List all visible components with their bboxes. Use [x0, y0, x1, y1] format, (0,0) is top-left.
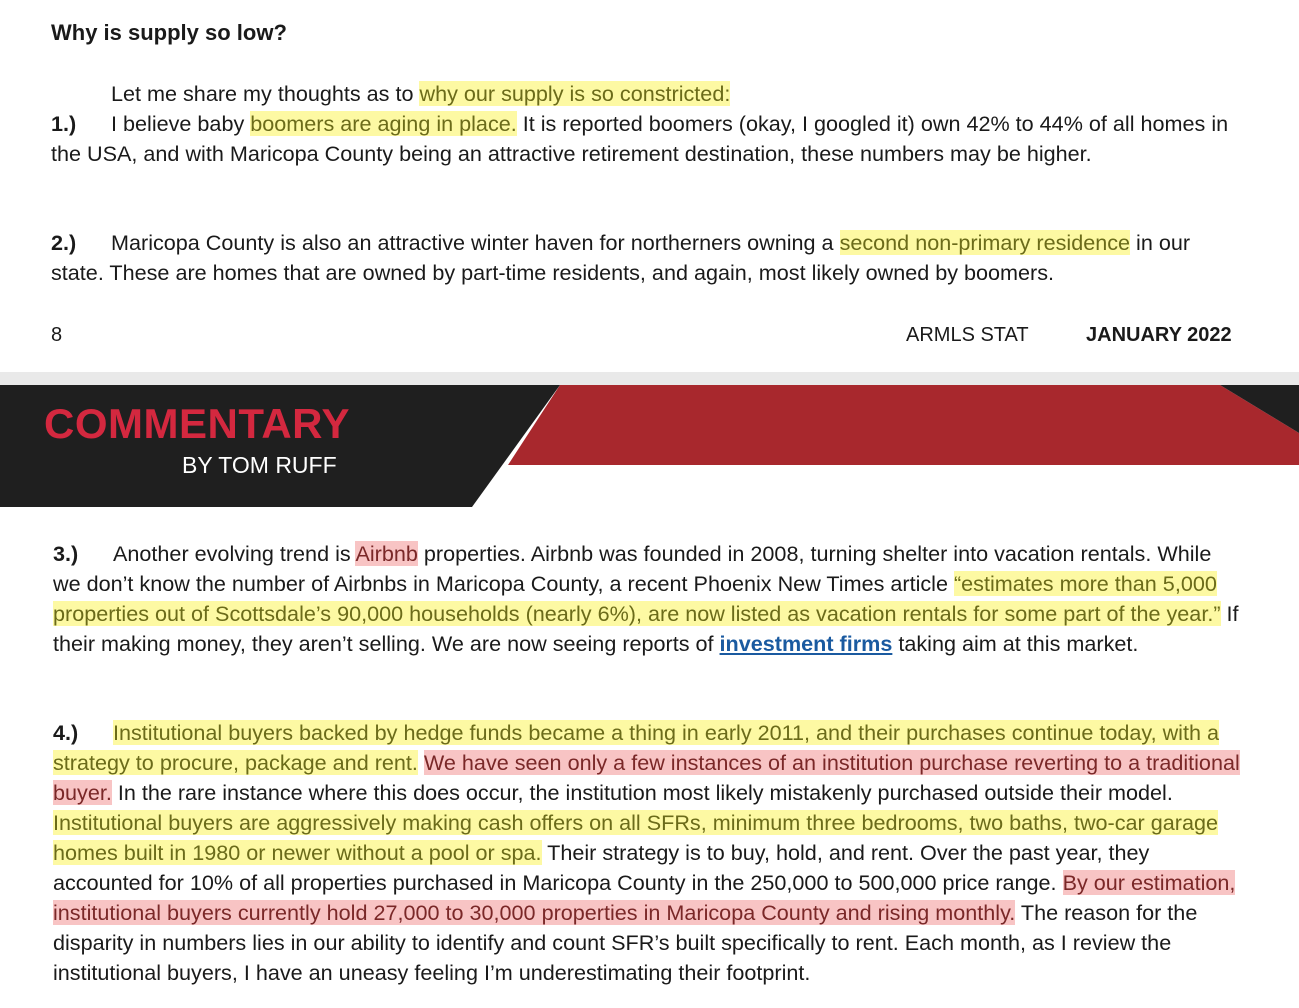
item-text: The reason for the disparity in numbers lies in our ability to identify and count SFR’s built specifically to rent. Each month, as I review the institutional buyers, I have an uneasy feeling I’m underestimating their footprint. — [53, 900, 1198, 985]
item-text: If their making money, they aren’t selling. We are now seeing reports of — [53, 601, 1239, 656]
item-number: 2.) — [51, 230, 77, 255]
item-text: I believe baby — [111, 111, 251, 136]
item-text: It is reported boomers (okay, I googled it) own 42% to 44% of all homes in the USA, and with Maricopa County being an attractive retirement destination, these numbers may be higher. — [51, 111, 1229, 166]
item-number: 1.) — [51, 111, 77, 136]
highlight-red: By our estimation, institutional buyers currently hold 27,000 to 30,000 properties in Maricopa County and rising monthly. — [53, 870, 1236, 925]
previous-page — [0, 0, 1299, 372]
highlight-yellow: second non-primary residence — [839, 230, 1131, 255]
intro-text: Let me share my thoughts as to — [111, 81, 420, 106]
highlight-yellow: boomers are aging in place. — [250, 111, 517, 136]
banner-red-band — [508, 385, 1299, 465]
highlight-yellow: why our supply is so constricted: — [419, 81, 731, 106]
item-text: Another evolving trend is — [113, 541, 356, 566]
highlight-yellow: Institutional buyers backed by hedge funds became a thing in early 2011, and their purchases continue today, with a strategy to procure, package and rent. — [53, 720, 1219, 775]
highlight-yellow: Institutional buyers are aggressively making cash offers on all SFRs, minimum three bedrooms, two baths, two-car garage homes built in 1980 or newer without a pool or spa. — [53, 810, 1218, 865]
footer-date: JANUARY 2022 — [1086, 324, 1232, 346]
item-text: Their strategy is to buy, hold, and rent. Over the past year, they accounted for 10% of all properties purchased in Maricopa County in the 250,000 to 500,000 price range. — [53, 840, 1150, 895]
page-separator — [0, 372, 1299, 385]
section-heading: Why is supply so low? — [51, 20, 287, 45]
intro-paragraph — [51, 79, 1241, 109]
footer-publication: ARMLS STAT — [906, 324, 1029, 346]
list-item-3 — [53, 539, 1243, 659]
item-number: 4.) — [53, 720, 79, 745]
list-item-1 — [51, 109, 1241, 169]
highlight-yellow: “estimates more than 5,000 properties out of Scottsdale’s 90,000 households (nearly 6%), are now listed as vacation rentals for some part of the year.” — [53, 571, 1221, 626]
highlight-red: Airbnb — [355, 541, 418, 566]
banner-subtitle: BY TOM RUFF — [182, 452, 337, 478]
list-item-4 — [53, 718, 1253, 988]
item-text: in our state. These are homes that are owned by part-time residents, and again, most likely owned by boomers. — [51, 230, 1191, 285]
item-text: Maricopa County is also an attractive winter haven for northerners owning a — [111, 230, 840, 255]
item-number: 3.) — [53, 541, 79, 566]
item-text: taking aim at this market. — [892, 631, 1139, 656]
list-item-2 — [51, 228, 1241, 288]
page-number: 8 — [51, 324, 63, 346]
banner-title: COMMENTARY — [44, 400, 350, 447]
investment-firms-link[interactable]: investment firms — [719, 631, 893, 656]
item-text: properties. Airbnb was founded in 2008, turning shelter into vacation rentals. While we don’t know the number of Airbnbs in Maricopa County, a recent Phoenix New Times article — [53, 541, 1212, 596]
highlight-red: We have seen only a few instances of an institution purchase reverting to a traditional buyer. — [53, 750, 1240, 805]
item-text: In the rare instance where this does occur, the institution most likely mistakenly purchased outside their model. — [111, 780, 1173, 805]
